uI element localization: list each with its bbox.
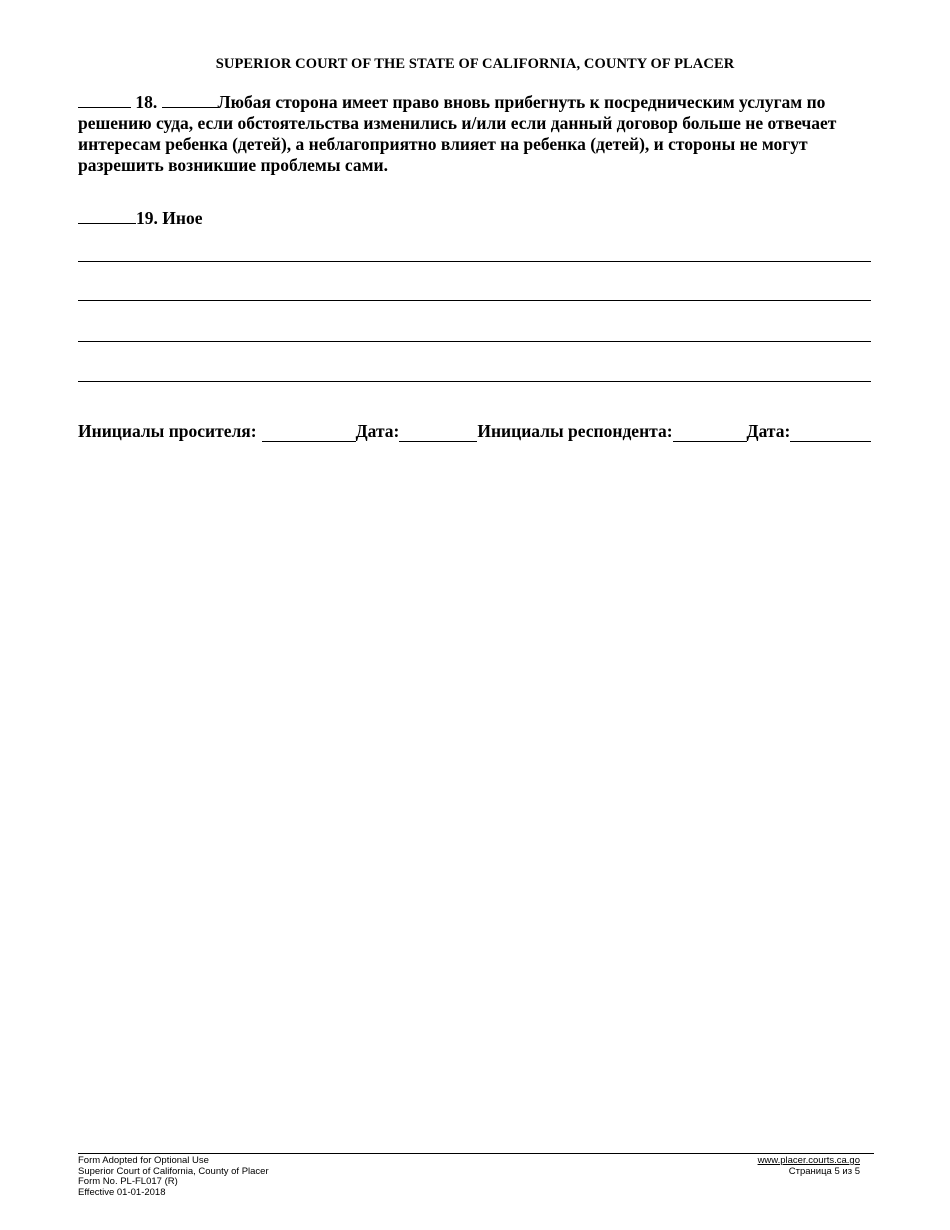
petitioner-initials-field[interactable] — [262, 424, 356, 442]
respondent-date-field[interactable] — [790, 424, 871, 442]
petitioner-date-field[interactable] — [399, 424, 477, 442]
respondent-initials-field[interactable] — [673, 424, 747, 442]
item-18-number: 18. — [135, 92, 158, 112]
item-18 — [78, 92, 878, 176]
other-line-4[interactable] — [78, 381, 871, 382]
respondent-initials-label: Инициалы респондента: — [477, 421, 673, 441]
item-18-checkbox-line[interactable] — [78, 92, 131, 108]
item-18-text: Любая сторона имеет право вновь прибегнуть к посредническим услугам по решению суда, если обстоятельства изменились и/или если данный договор больше не отвечает интересам ребенка (детей), а неблагоприятно влияет на ребенка (детей), и стороны не могут разрешить возникшие проблемы сами. — [78, 92, 837, 175]
page-header-title: SUPERIOR COURT OF THE STATE OF CALIFORNIA, COUNTY OF PLACER — [215, 56, 735, 72]
item-19 — [78, 208, 202, 229]
page-indicator: Страница 5 из 5 — [788, 1165, 860, 1177]
petitioner-initials-label: Инициалы просителя: — [78, 421, 257, 441]
initials-row — [78, 421, 871, 442]
petitioner-date-label: Дата: — [355, 421, 400, 441]
other-line-1[interactable] — [78, 261, 871, 262]
item-18-initial-line[interactable] — [162, 92, 218, 108]
footer-line-adopted: Form Adopted for Optional Use — [78, 1155, 209, 1166]
footer-divider — [78, 1153, 874, 1154]
court-website-link[interactable]: www.placer.courts.ca.go — [757, 1155, 860, 1166]
footer-form-info — [78, 1156, 269, 1198]
other-line-3[interactable] — [78, 341, 871, 342]
footer-line-court: Superior Court of California, County of Placer — [78, 1165, 269, 1177]
footer-line-effective: Effective 01-01-2018 — [78, 1186, 166, 1198]
footer-line-form-no: Form No. PL-FL017 (R) — [78, 1176, 178, 1187]
other-line-2[interactable] — [78, 300, 871, 301]
item-19-label: 19. Иное — [136, 208, 203, 228]
item-19-checkbox-line[interactable] — [78, 208, 136, 224]
footer-page-info — [758, 1156, 860, 1177]
respondent-date-label: Дата: — [746, 421, 791, 441]
